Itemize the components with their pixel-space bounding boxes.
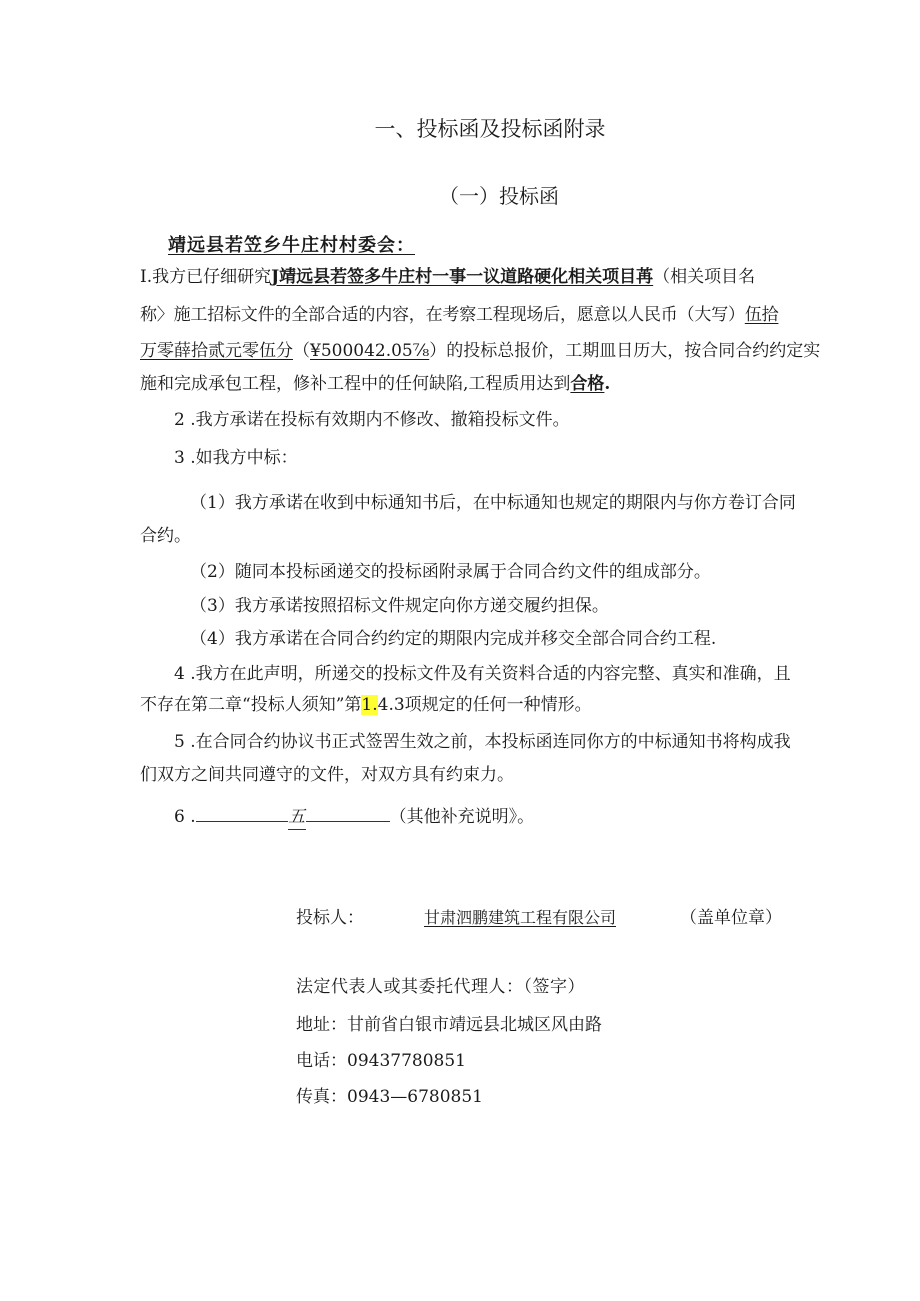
para1-line2 bbox=[140, 303, 778, 327]
para5-line2: 们双方之间共同遵守的文件，对双方具有约束力。 bbox=[140, 765, 514, 785]
amount-open: （ bbox=[293, 341, 310, 361]
para1-line3-rest: ）的投标总报价，工期皿日历大，按合同合约约定实 bbox=[429, 341, 821, 361]
quality-value: 合格 bbox=[570, 374, 605, 394]
para1-line2-text: 称〉施工招标文件的全部合适的内容，在考察工程现场后，愿意以人民币（大写） bbox=[140, 305, 745, 325]
recipient: 靖远县若笠乡牛庄村村委会： bbox=[168, 235, 415, 256]
amount-words-a: 伍拾 bbox=[744, 305, 779, 325]
sub3: （3）我方承诺按照招标文件规定向你方递交履约担保。 bbox=[190, 596, 609, 616]
para4-line1: 4 .我方在此声明，所递交的投标文件及有关资料合适的内容完整、真实和准确，且 bbox=[174, 664, 791, 684]
para1-line4 bbox=[140, 372, 610, 396]
para1-suffix1: （相关项目名 bbox=[653, 267, 756, 287]
para6 bbox=[174, 803, 534, 830]
sub2: （2）随同本投标函递交的投标函附录属于合同合约文件的组成部分。 bbox=[190, 562, 711, 582]
blank-line-2 bbox=[306, 803, 390, 822]
sub1-line1: （1）我方承诺在收到中标通知书后，在中标通知也规定的期限内与你方卷订合同 bbox=[190, 493, 796, 513]
blank-line-1 bbox=[196, 803, 288, 822]
para1-prefix: I.我方已仔细研究 bbox=[140, 267, 272, 287]
para2: 2 .我方承诺在投标有效期内不修改、撤箱投标文件。 bbox=[174, 410, 570, 430]
para5-line1: 5 .在合同合约协议书正式签罟生效之前，本投标函连同你方的中标通知书将构成我 bbox=[174, 732, 791, 752]
highlight-mark: 1. bbox=[361, 695, 378, 715]
para1-line4-end: . bbox=[604, 374, 611, 394]
phone: 电话：09437780851 bbox=[296, 1051, 466, 1071]
para4-line2-a: 不存在第二章“投标人须知”第 bbox=[140, 695, 362, 715]
para3: 3 .如我方中标： bbox=[174, 448, 298, 468]
seal-note: （盖单位章） bbox=[680, 908, 782, 928]
para4-line2 bbox=[140, 693, 592, 717]
bidder-label: 投标人： bbox=[296, 908, 364, 928]
para6-suffix: （其他补充说明》。 bbox=[389, 807, 535, 827]
address: 地址：甘前省白银市靖远县北城区风由路 bbox=[296, 1015, 602, 1035]
para1-line3 bbox=[140, 339, 820, 363]
para1-line1 bbox=[140, 265, 755, 289]
fax: 传真：0943—6780851 bbox=[296, 1087, 483, 1107]
para1-line4-text: 施和完成承包工程，修补工程中的任何缺陷,工程质用达到 bbox=[140, 374, 571, 394]
sub-heading: （一）投标函 bbox=[439, 184, 559, 208]
para4-line2-b: 4.3项规定的任何一种情形。 bbox=[377, 695, 592, 715]
bidder-name: 甘肃泗鹏建筑工程有限公司 bbox=[424, 908, 617, 927]
sub4: （4）我方承诺在合同合约约定的期限内完成并移交全部合同合约工程. bbox=[190, 629, 717, 649]
main-heading: 一、投标函及投标函附录 bbox=[374, 117, 606, 141]
project-name: J靖远县若签多牛庄村一事一议道路硬化相关项目苒 bbox=[271, 267, 654, 287]
para6-fill: 五 bbox=[288, 805, 306, 830]
amount-words-b: 万零薛拾贰元零伍分 bbox=[140, 341, 293, 361]
sub1-line2: 合约。 bbox=[140, 526, 191, 546]
legal-rep: 法定代表人或其委托代理人：（签字） bbox=[296, 977, 585, 997]
amount-number: ¥500042.05⅞ bbox=[310, 341, 430, 361]
para6-num: 6 . bbox=[174, 807, 196, 827]
